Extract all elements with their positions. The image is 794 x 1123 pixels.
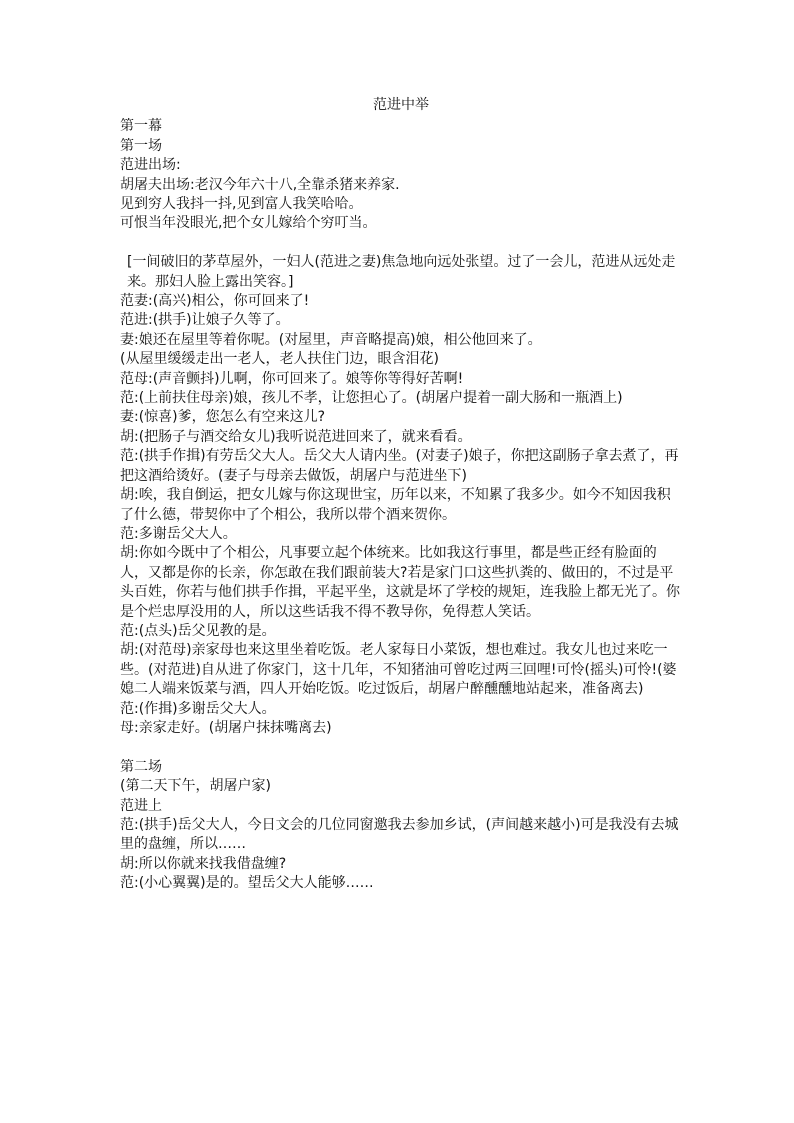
script-line: 范:多谢岳父大人。	[120, 525, 237, 542]
script-line: 胡:(把肠子与酒交给女儿)我听说范进回来了，就来看看。	[120, 428, 472, 445]
script-line: 胡:所以你就来找我借盘缠?	[120, 855, 287, 872]
script-line: 胡屠夫出场:老汉今年六十八,全靠杀猪来养家.	[120, 176, 400, 193]
script-line: 范:(小心翼翼)是的。望岳父大人能够……	[120, 875, 374, 892]
script-line: 母:亲家走好。(胡屠户抹抹嘴离去)	[120, 719, 332, 736]
script-line: 范:(拱手)岳父大人，今日文会的几位同窗邀我去参加乡试，(声间越来越小)可是我没有去城里的盘缠，所以……	[120, 817, 679, 853]
blank-line	[120, 738, 682, 757]
script-line: 范:(拱手作揖)有劳岳父大人。岳父大人请内坐。(对妻子)娘子，你把这副肠子拿去煮了，再把这酒给烫好。(妻子与母亲去做饭，胡屠户与范进坐下)	[120, 448, 679, 484]
script-line: 胡:(对范母)亲家母也来这里坐着吃饭。老人家每日小菜饭，想也难过。我女儿也过来吃一些。(对范进)自从进了你家门，这十几年，不知猪油可曾吃过两三回哩!可怜(摇头)可怜!(婆媳二人端来饭菜与酒，四人开始吃饭。吃过饭后，胡屠户醉醺醺地站起来，准备离去)	[120, 642, 677, 698]
script-line: 范妻:(高兴)相公，你可回来了!	[120, 293, 310, 310]
script-line: (从屋里缓缓走出一老人，老人扶住门边，眼含泪花)	[120, 351, 439, 368]
document-lines	[120, 117, 682, 893]
script-line: 范进出场:	[120, 157, 181, 174]
script-line: 胡:唉，我自倒运，把女儿嫁与你这现世宝，历年以来，不知累了我多少。如今不知因我积了什么德，带契你中了个相公，我所以带个酒来贺你。	[120, 487, 671, 523]
script-line: 胡:你如今既中了个相公，凡事要立起个体统来。比如我这行事里，都是些正经有脸面的人，又都是你的长亲，你怎敢在我们跟前装大?若是家门口这些扒粪的、做田的，不过是平头百姓，你若与他们拱手作揖，平起平坐，这就是坏了学校的规矩，连我脸上都无光了。你是个烂忠厚没用的人，所以这些话我不得不教导你，免得惹人笑话。	[120, 545, 680, 620]
script-line: 可恨当年没眼光,把个女儿嫁给个穷叮当。	[120, 215, 377, 232]
script-line: 第一场	[120, 137, 162, 154]
document-body	[120, 96, 682, 894]
script-line: 第二场	[120, 758, 162, 775]
script-line: 范:(上前扶住母亲)娘，孩儿不孝，让您担心了。(胡屠户提着一副大肠和一瓶酒上)	[120, 390, 623, 407]
blank-line	[120, 234, 682, 253]
script-line: 妻:(惊喜)爹，您怎么有空来这儿?	[120, 409, 326, 426]
script-line: (第二天下午，胡屠户家)	[120, 778, 271, 795]
script-line: 范进:(拱手)让娘子久等了。	[120, 312, 290, 329]
script-line: 范:(点头)岳父见教的是。	[120, 622, 276, 639]
script-line: 范:(作揖)多谢岳父大人。	[120, 700, 276, 717]
document-title: 范进中举	[373, 97, 429, 113]
script-line: 范进上	[120, 797, 162, 814]
stage-direction: [一间破旧的茅草屋外，一妇人(范进之妻)焦急地向远处张望。过了一会儿，范进从远处走来。那妇人脸上露出笑容。]	[127, 254, 676, 290]
script-line: 妻:娘还在屋里等着你呢。(对屋里，声音略提高)娘，相公他回来了。	[120, 331, 542, 348]
script-line: 第一幕	[120, 118, 162, 135]
script-line: 见到穷人我抖一抖,见到富人我笑哈哈。	[120, 196, 363, 213]
script-line: 范母:(声音颤抖)儿啊，你可回来了。娘等你等得好苦啊!	[120, 370, 464, 387]
